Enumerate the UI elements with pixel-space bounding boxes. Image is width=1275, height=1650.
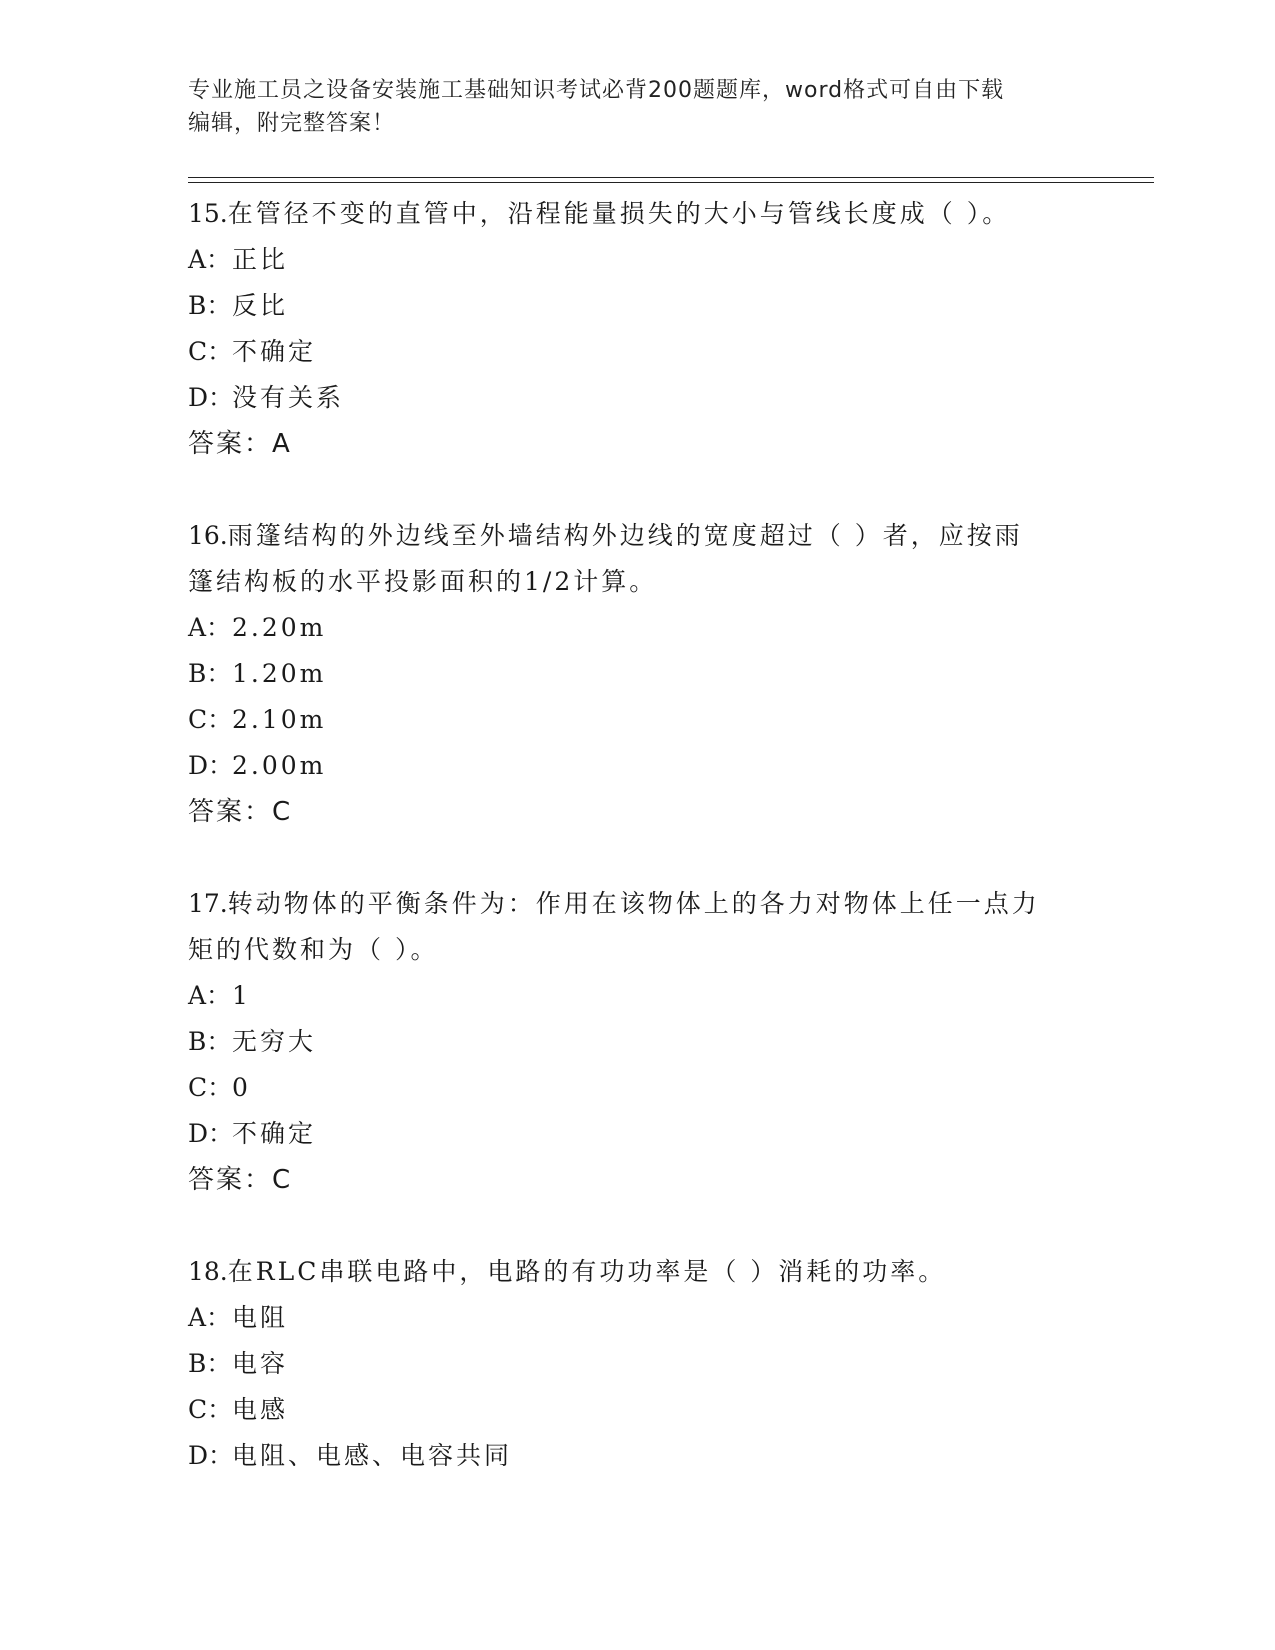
question-stem-continued: 篷结构板的水平投影面积的1/2计算。 <box>188 567 658 596</box>
question-15 <box>188 191 1088 467</box>
option-b <box>188 1019 1088 1065</box>
option-text: 电感 <box>232 1395 289 1424</box>
header-line-1: 专业施工员之设备安装施工基础知识考试必背200题题库，word格式可自由下载 <box>188 78 1005 103</box>
answer-line: 答案：C <box>188 1165 293 1195</box>
option-letter: B： <box>188 291 232 320</box>
option-letter: B： <box>188 659 232 688</box>
header-line-2: 编辑，附完整答案！ <box>188 111 396 136</box>
option-a <box>188 973 1088 1019</box>
question-17 <box>188 881 1088 1203</box>
question-number: 15. <box>188 199 228 228</box>
question-number: 17. <box>188 889 228 918</box>
option-c <box>188 1387 1088 1433</box>
option-d <box>188 1433 1088 1479</box>
option-c <box>188 1065 1088 1111</box>
option-letter: C： <box>188 337 233 366</box>
option-text: 电容 <box>232 1349 289 1378</box>
question-stem <box>188 1249 1088 1295</box>
option-text: 没有关系 <box>232 383 345 412</box>
question-list <box>188 191 1088 1479</box>
question-stem-line: 转动物体的平衡条件为：作用在该物体上的各力对物体上任一点力 <box>227 889 1040 918</box>
question-stem <box>188 191 1088 237</box>
option-text: 1.20m <box>232 659 327 688</box>
option-text: 1 <box>232 981 251 1010</box>
option-text: 0 <box>232 1073 251 1102</box>
option-letter: D： <box>188 1119 234 1148</box>
question-16 <box>188 513 1088 835</box>
option-letter: D： <box>188 383 234 412</box>
question-spacer <box>188 467 1088 513</box>
option-a <box>188 237 1088 283</box>
option-b <box>188 1341 1088 1387</box>
question-stem <box>188 881 1088 927</box>
option-text: 不确定 <box>232 1119 317 1148</box>
question-stem-line: 在RLC串联电路中，电路的有功功率是（ ）消耗的功率。 <box>227 1257 947 1286</box>
question-number: 16. <box>188 521 228 550</box>
option-letter: C： <box>188 705 233 734</box>
option-text: 电阻、电感、电容共同 <box>232 1441 513 1470</box>
option-c <box>188 329 1088 375</box>
option-d <box>188 1111 1088 1157</box>
option-a <box>188 1295 1088 1341</box>
header-divider-top <box>188 177 1154 178</box>
option-letter: A： <box>188 1303 232 1332</box>
option-b <box>188 283 1088 329</box>
header-divider-bottom <box>188 182 1154 183</box>
option-text: 正比 <box>232 245 289 274</box>
question-number: 18. <box>188 1257 228 1286</box>
option-a <box>188 605 1088 651</box>
option-letter: C： <box>188 1395 233 1424</box>
option-letter: A： <box>188 245 232 274</box>
document-header <box>188 74 1088 140</box>
question-stem-continued: 矩的代数和为（ ）。 <box>188 935 439 964</box>
option-text: 电阻 <box>232 1303 289 1332</box>
option-text: 无穷大 <box>232 1027 317 1056</box>
option-letter: C： <box>188 1073 233 1102</box>
option-letter: A： <box>188 981 232 1010</box>
option-text: 2.00m <box>232 751 327 780</box>
answer-line: 答案：C <box>188 797 293 827</box>
question-stem <box>188 513 1088 559</box>
option-letter: D： <box>188 1441 234 1470</box>
option-d <box>188 743 1088 789</box>
question-stem-line: 雨篷结构的外边线至外墙结构外边线的宽度超过（ ）者，应按雨 <box>227 521 1023 550</box>
option-letter: A： <box>188 613 232 642</box>
question-spacer <box>188 1203 1088 1249</box>
option-letter: B： <box>188 1349 232 1378</box>
option-text: 反比 <box>232 291 289 320</box>
option-d <box>188 375 1088 421</box>
answer-line: 答案：A <box>188 429 292 459</box>
question-18 <box>188 1249 1088 1479</box>
option-c <box>188 697 1088 743</box>
option-text: 2.10m <box>232 705 327 734</box>
option-b <box>188 651 1088 697</box>
option-text: 不确定 <box>232 337 317 366</box>
option-letter: B： <box>188 1027 232 1056</box>
option-text: 2.20m <box>232 613 327 642</box>
option-letter: D： <box>188 751 234 780</box>
question-stem-line: 在管径不变的直管中，沿程能量损失的大小与管线长度成（ ）。 <box>227 199 1011 228</box>
question-spacer <box>188 835 1088 881</box>
